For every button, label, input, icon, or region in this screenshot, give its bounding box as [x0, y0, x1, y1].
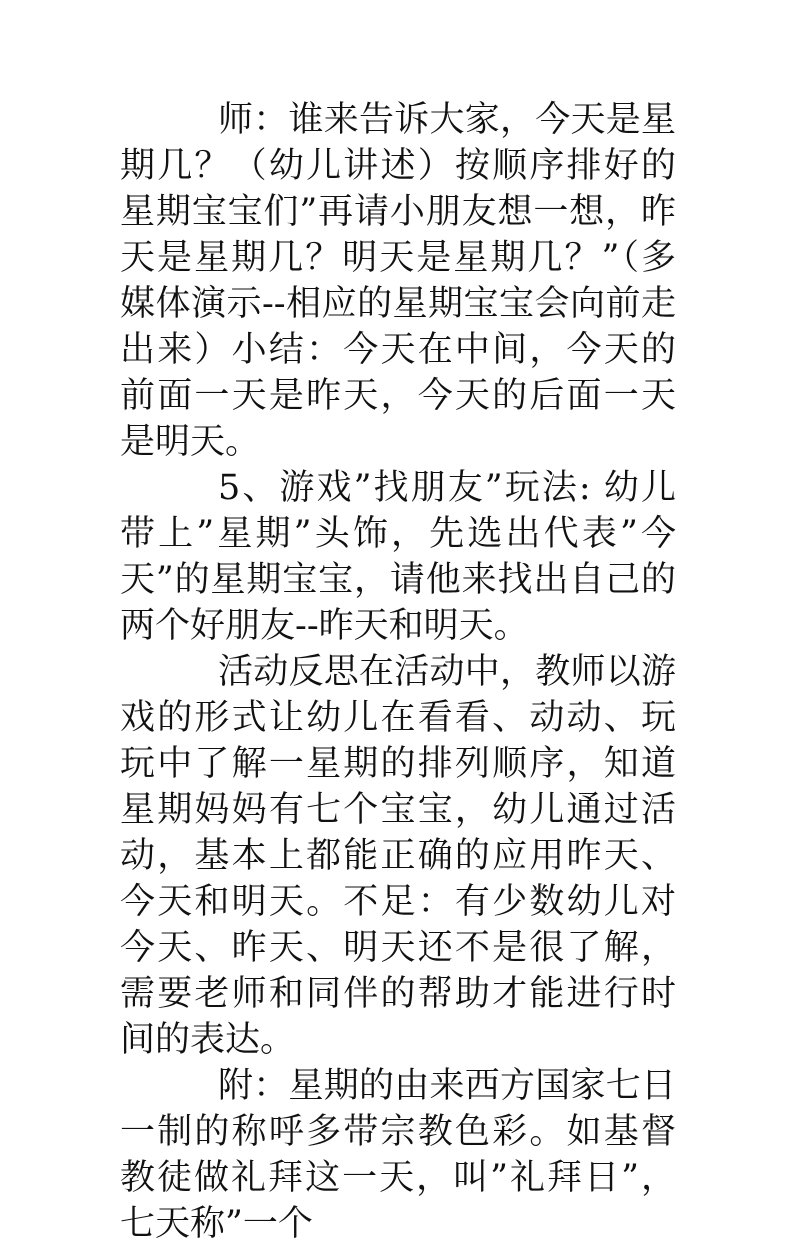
paragraph-4: 附：星期的由来西方国家七日一制的称呼多带宗教色彩。如基督教徒做礼拜这一天，叫”礼拜日”，七天称”一个 — [120, 1066, 676, 1244]
document-body — [120, 97, 676, 1247]
paragraph-2: 5、游戏”找朋友”玩法: 幼儿带上”星期”头饰，先选出代表”今天”的星期宝宝，请他来找出自己的两个好朋友--昨天和明天。 — [120, 468, 676, 646]
paragraph-3: 活动反思在活动中，教师以游戏的形式让幼儿在看看、动动、玩玩中了解一星期的排列顺序，知道星期妈妈有七个宝宝，幼儿通过活动，基本上都能正确的应用昨天、今天和明天。不足：有少数幼儿对今天、昨天、明天还不是很了解，需要老师和同伴的帮助才能进行时间的表达。 — [120, 652, 676, 1060]
paragraph-1: 师：谁来告诉大家，今天是星期几？（幼儿讲述）按顺序排好的星期宝宝们”再请小朋友想一想，昨天是星期几？明天是星期几？”（多媒体演示--相应的星期宝宝会向前走出来）小结：今天在中间，今天的前面一天是昨天，今天的后面一天是明天。 — [120, 100, 676, 462]
